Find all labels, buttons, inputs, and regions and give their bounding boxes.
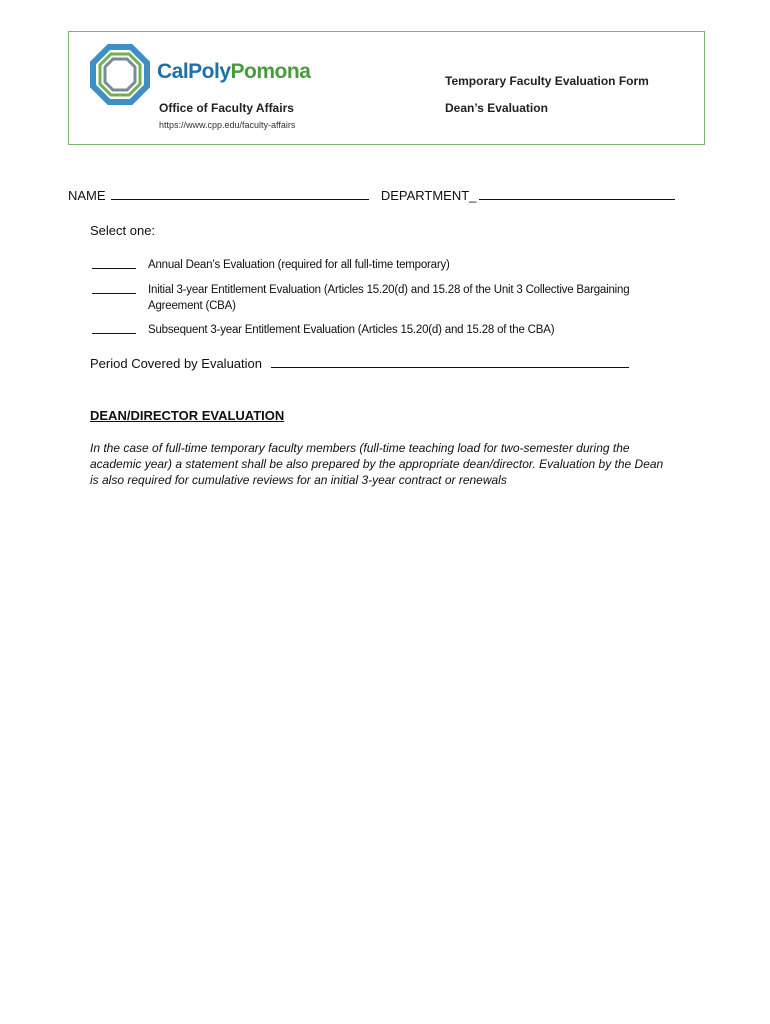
cpp-octagon-logo-icon [89,44,151,106]
form-subtitle: Dean’s Evaluation [445,101,548,115]
select-one-prompt: Select one: [90,223,156,238]
logo-wordmark [157,60,310,84]
name-department-row [68,188,675,203]
option-annual-label: Annual Dean’s Evaluation (required for all full-time temporary) [148,259,450,271]
name-field[interactable] [111,188,369,200]
option-initial-label: Initial 3-year Entitlement Evaluation (Articles 15.20(d) and 15.28 of the Unit 3 Collective Bargaining Agreement (CBA) [148,284,630,312]
period-field[interactable] [271,356,629,368]
period-label: Period Covered by Evaluation [90,356,262,371]
office-url: https://www.cpp.edu/faculty-affairs [159,120,296,130]
name-label: NAME [68,188,106,203]
option-subsequent-blank[interactable] [92,322,136,334]
option-annual-blank[interactable] [92,257,136,269]
department-label: DEPARTMENT_ [380,188,477,203]
department-field[interactable] [479,188,675,200]
logo-wordmark-pomona: Pomona [230,60,311,83]
letterhead-box [68,31,705,145]
section-paragraph: In the case of full-time temporary faculty members (full-time teaching load for two-semester during the academic year) a statement shall be also prepared by the appropriate dean/director. Evaluation by the Dean is also required for cumulative reviews for an initial 3-year contract or renewals [90,441,664,487]
logo-wordmark-calpoly: CalPoly [157,60,231,83]
period-row [90,356,629,371]
option-initial-blank[interactable] [92,282,136,294]
section-heading: DEAN/DIRECTOR EVALUATION [90,408,285,423]
form-title: Temporary Faculty Evaluation Form [445,74,649,88]
office-name: Office of Faculty Affairs [159,101,294,115]
option-subsequent-label: Subsequent 3-year Entitlement Evaluation (Articles 15.20(d) and 15.28 of the CBA) [148,324,555,336]
